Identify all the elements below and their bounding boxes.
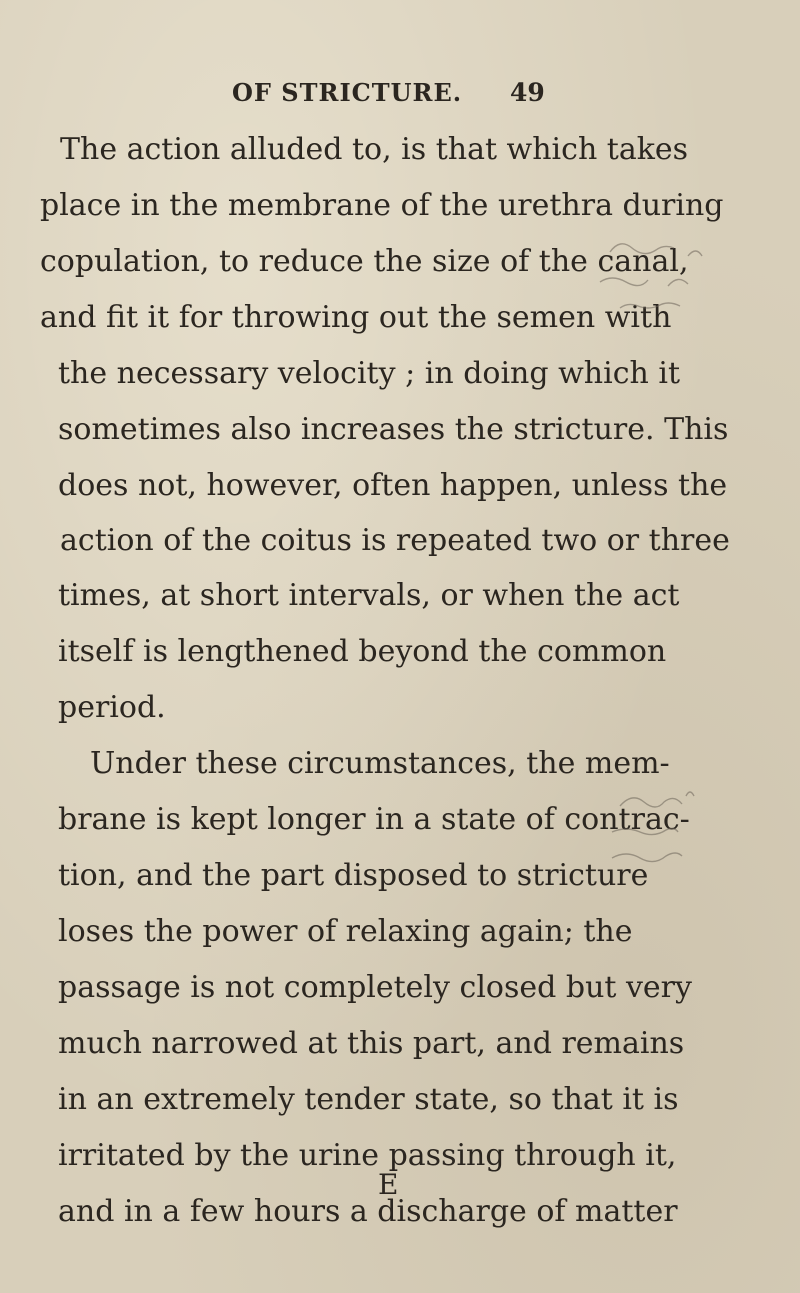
- body-line: sometimes also increases the stricture. This: [58, 412, 729, 447]
- body-line: passage is not completely closed but very: [58, 970, 692, 1005]
- body-line: the necessary velocity ; in doing which it: [58, 356, 681, 391]
- body-line: times, at short intervals, or when the act: [58, 578, 680, 613]
- catchword: E: [378, 1168, 399, 1201]
- running-head: [0, 78, 800, 118]
- body-line: loses the power of relaxing again; the: [58, 914, 633, 949]
- body-line: irritated by the urine passing through it,: [58, 1138, 677, 1173]
- body-line: The action alluded to, is that which takes: [60, 132, 689, 167]
- body-line: tion, and the part disposed to stricture: [58, 858, 649, 893]
- body-line: place in the membrane of the urethra during: [40, 188, 724, 223]
- body-line: action of the coitus is repeated two or three: [60, 523, 730, 558]
- body-line: does not, however, often happen, unless the: [58, 468, 728, 503]
- body-line: and in a few hours a discharge of matter: [58, 1194, 678, 1229]
- body-line: and fit it for throwing out the semen with: [40, 300, 672, 335]
- body-line: period.: [58, 690, 166, 725]
- body-line: itself is lengthened beyond the common: [58, 634, 667, 669]
- page-number: 49: [510, 78, 545, 107]
- running-head-title: OF STRICTURE.: [232, 78, 463, 107]
- body-line: Under these circumstances, the mem-: [90, 746, 670, 781]
- body-line: brane is kept longer in a state of contrac-: [58, 802, 690, 837]
- body-line: much narrowed at this part, and remains: [58, 1026, 685, 1061]
- body-line: in an extremely tender state, so that it is: [58, 1082, 679, 1117]
- body-line: copulation, to reduce the size of the canal,: [40, 244, 689, 279]
